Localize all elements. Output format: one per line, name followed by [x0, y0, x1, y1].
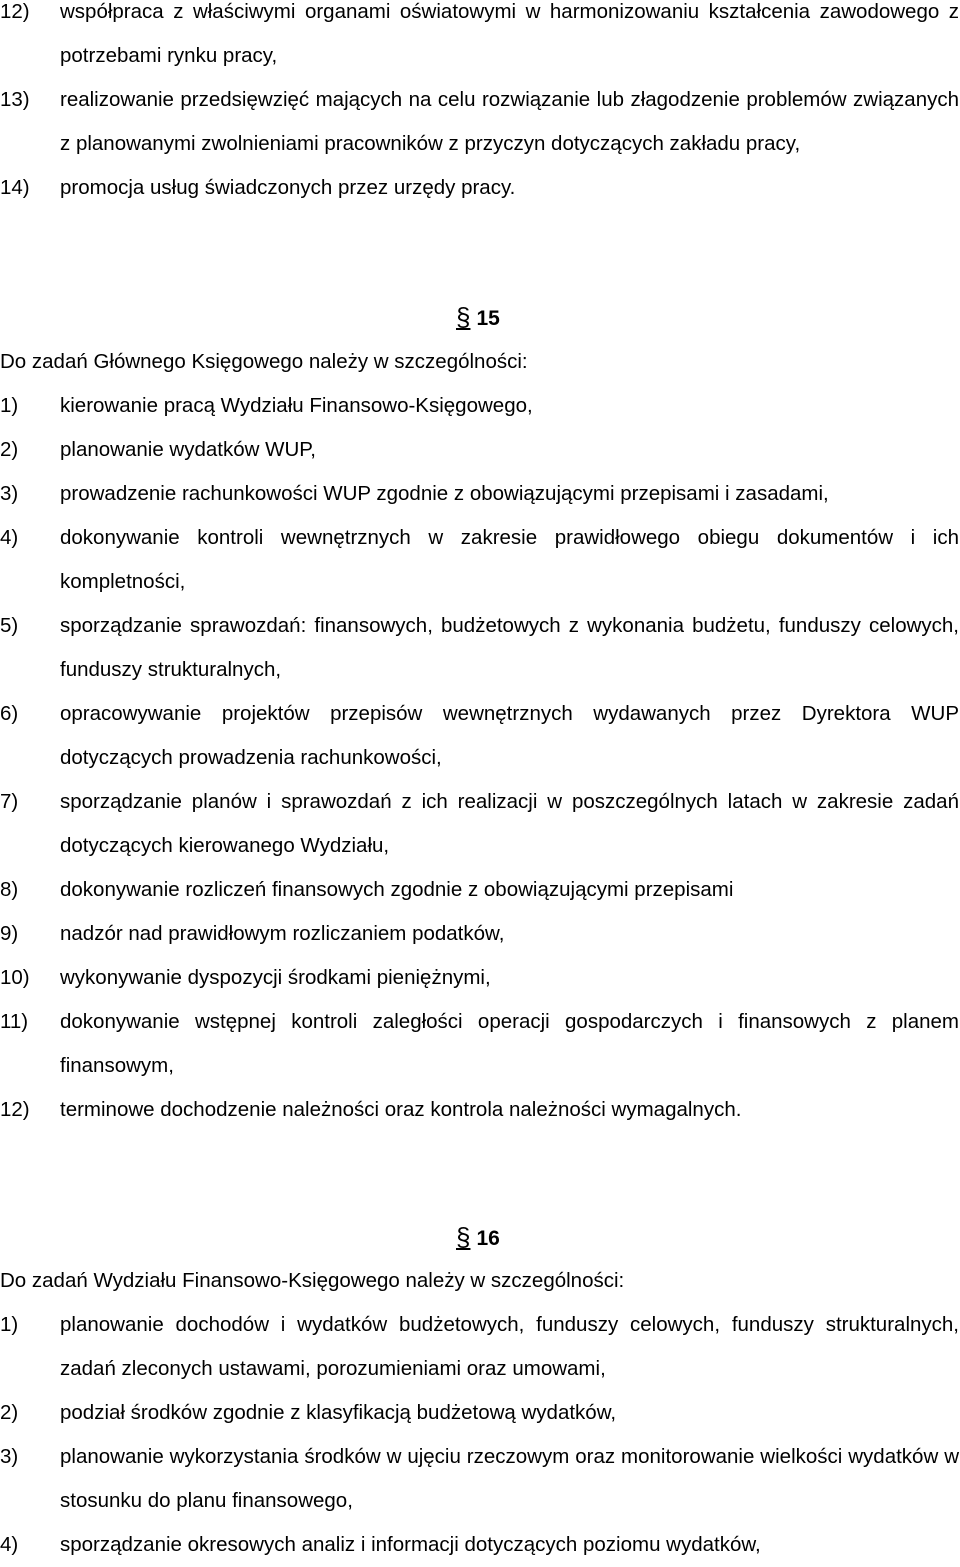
list-item-text: dokonywanie kontroli wewnętrznych w zakresie prawidłowego obiegu dokumentów i ich kompletności,	[60, 526, 959, 593]
list-item	[0, 780, 960, 868]
section-intro: Do zadań Wydziału Finansowo-Księgowego należy w szczególności:	[0, 1269, 625, 1292]
list-item	[0, 604, 960, 692]
list-item-text: podział środków zgodnie z klasyfikacją budżetową wydatków,	[60, 1401, 617, 1424]
list-item	[0, 692, 960, 780]
section-number: 16	[476, 1227, 500, 1250]
list-item-text: współpraca z właściwymi organami oświatowymi w harmonizowaniu kształcenia zawodowego z potrzebami rynku pracy,	[60, 0, 959, 67]
list-item-number: 1)	[0, 394, 19, 417]
list-item-text: sporządzanie planów i sprawozdań z ich realizacji w poszczególnych latach w zakresie zadań dotyczących kierowanego Wydziału,	[60, 790, 959, 857]
list-item-text: planowanie wydatków WUP,	[60, 438, 316, 461]
list-item-text: sporządzanie sprawozdań: finansowych, budżetowych z wykonania budżetu, funduszy celowych, funduszy strukturalnych,	[60, 614, 959, 681]
list-item-number: 12)	[0, 0, 30, 23]
section-sign: §	[456, 302, 471, 332]
list-item-text: realizowanie przedsięwzięć mających na celu rozwiązanie lub złagodzenie problemów związanych z planowanymi zwolnieniami pracowników z przyczyn dotyczących zakładu pracy,	[60, 88, 959, 155]
section-16-body	[0, 1259, 960, 1567]
list-item	[0, 868, 960, 912]
list-item-text: prowadzenie rachunkowości WUP zgodnie z obowiązującymi przepisami i zasadami,	[60, 482, 829, 505]
list-item	[0, 956, 960, 1000]
list-item	[0, 1391, 960, 1435]
list-item-number: 6)	[0, 702, 19, 725]
section-number: 15	[476, 307, 500, 330]
list-item	[0, 384, 960, 428]
list-item-number: 4)	[0, 526, 19, 549]
list-item-number: 8)	[0, 878, 19, 901]
list-item	[0, 78, 960, 166]
list-item-number: 13)	[0, 88, 30, 111]
list-item	[0, 1303, 960, 1391]
list-item	[0, 1523, 960, 1567]
list-item-text: promocja usług świadczonych przez urzędy pracy.	[60, 176, 516, 199]
section-sign: §	[456, 1222, 471, 1252]
list-item-number: 9)	[0, 922, 19, 945]
section-16-heading	[456, 1220, 500, 1254]
list-item-text: opracowywanie projektów przepisów wewnętrznych wydawanych przez Dyrektora WUP dotyczących prowadzenia rachunkowości,	[60, 702, 959, 769]
list-item-number: 10)	[0, 966, 30, 989]
list-item	[0, 0, 960, 78]
list-item	[0, 1435, 960, 1523]
list-item-text: planowanie wykorzystania środków w ujęciu rzeczowym oraz monitorowanie wielkości wydatków w stosunku do planu finansowego,	[60, 1445, 959, 1512]
list-item-text: nadzór nad prawidłowym rozliczaniem podatków,	[60, 922, 505, 945]
list-item	[0, 472, 960, 516]
list-item-number: 2)	[0, 1401, 19, 1424]
section-15-body	[0, 340, 960, 1132]
list-item-text: dokonywanie wstępnej kontroli zaległości operacji gospodarczych i finansowych z planem finansowym,	[60, 1010, 959, 1077]
list-item-text: kierowanie pracą Wydziału Finansowo-Księgowego,	[60, 394, 533, 417]
list-item	[0, 912, 960, 956]
list-item-text: sporządzanie okresowych analiz i informacji dotyczących poziomu wydatków,	[60, 1533, 761, 1556]
list-item-number: 3)	[0, 482, 19, 505]
list-item-text: terminowe dochodzenie należności oraz kontrola należności wymagalnych.	[60, 1098, 742, 1121]
list-item-number: 11)	[0, 1010, 29, 1033]
list-item-number: 5)	[0, 614, 19, 637]
section-15-heading	[456, 300, 500, 334]
list-item	[0, 516, 960, 604]
list-item	[0, 1000, 960, 1088]
section-intro: Do zadań Głównego Księgowego należy w szczególności:	[0, 350, 528, 373]
list-item-number: 3)	[0, 1445, 19, 1468]
list-item-number: 14)	[0, 176, 30, 199]
list-item-text: planowanie dochodów i wydatków budżetowych, funduszy celowych, funduszy strukturalnych, zadań zleconych ustawami, porozumieniami oraz umowami,	[60, 1313, 959, 1380]
list-item-number: 7)	[0, 790, 19, 813]
list-item-number: 1)	[0, 1313, 19, 1336]
list-item	[0, 1088, 960, 1132]
continuation-list	[0, 0, 960, 210]
list-item-number: 2)	[0, 438, 19, 461]
list-item	[0, 428, 960, 472]
list-item-text: wykonywanie dyspozycji środkami pieniężnymi,	[60, 966, 491, 989]
list-item-text: dokonywanie rozliczeń finansowych zgodnie z obowiązującymi przepisami	[60, 878, 734, 901]
list-item	[0, 166, 960, 210]
list-item-number: 12)	[0, 1098, 30, 1121]
list-item-number: 4)	[0, 1533, 19, 1556]
